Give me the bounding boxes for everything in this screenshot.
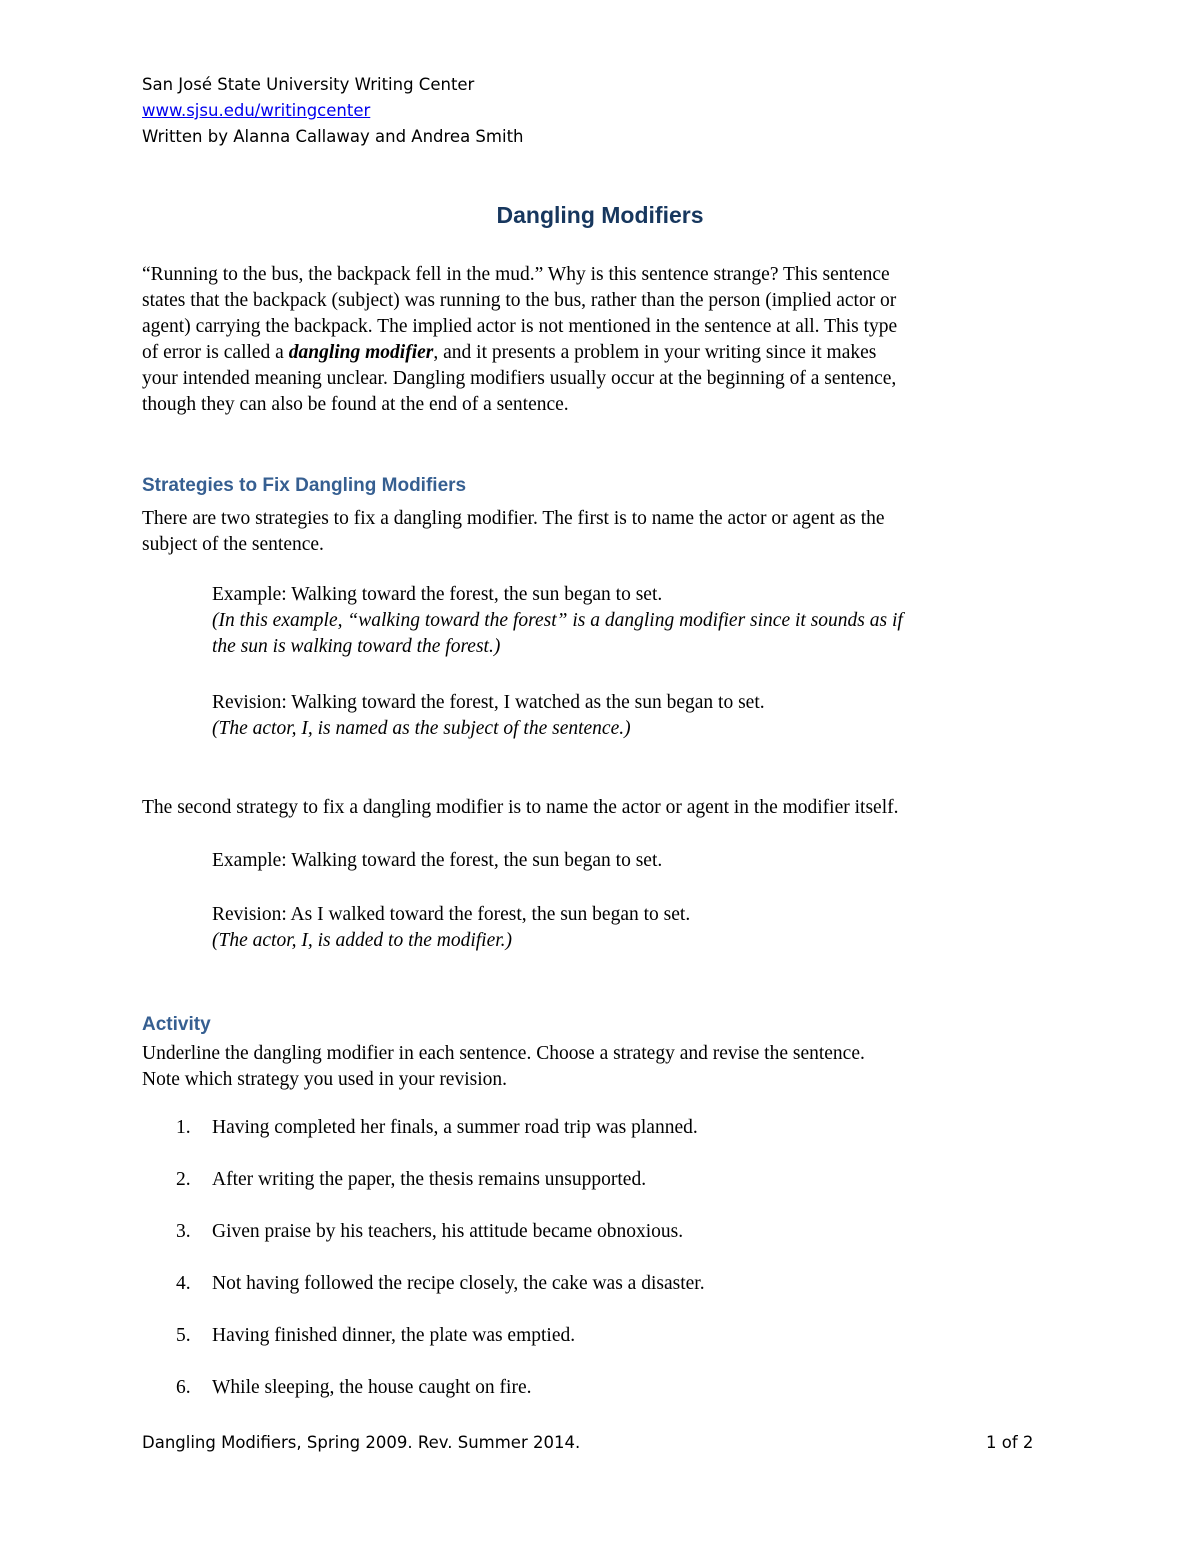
header-url-link[interactable]: www.sjsu.edu/writingcenter	[142, 101, 371, 120]
strategies-intro: There are two strategies to fix a dangling modifier. The first is to name the actor or agent as the subject of the sentence.	[142, 508, 885, 555]
list-item-number: 2.	[176, 1169, 191, 1190]
strategy2-example: Example: Walking toward the forest, the sun began to set.	[212, 850, 663, 871]
strategy2-intro: The second strategy to fix a dangling modifier is to name the actor or agent in the modifier itself.	[142, 797, 899, 818]
list-item-text: Having completed her finals, a summer road trip was planned.	[212, 1117, 698, 1138]
list-item-text: Not having followed the recipe closely, the cake was a disaster.	[212, 1273, 705, 1294]
list-item-number: 5.	[176, 1325, 191, 1346]
list-item-text: After writing the paper, the thesis remains unsupported.	[212, 1169, 647, 1190]
activity-heading: Activity	[142, 1014, 211, 1035]
strategy2-revision: Revision: As I walked toward the forest, the sun began to set. (The actor, I, is added to the modifier.)	[212, 904, 691, 951]
intro-line: of error is called a dangling modifier, and it presents a problem in your writing since it makes	[142, 342, 877, 363]
list-item-text: Given praise by his teachers, his attitude became obnoxious.	[212, 1221, 684, 1242]
footer-left: Dangling Modifiers, Spring 2009. Rev. Summer 2014.	[142, 1433, 581, 1452]
strategies-heading: Strategies to Fix Dangling Modifiers	[142, 475, 467, 496]
dangling-modifier-term: dangling modifier	[288, 342, 434, 363]
list-item-text: Having finished dinner, the plate was emptied.	[212, 1325, 576, 1346]
intro-line: states that the backpack (subject) was running to the bus, rather than the person (implied actor or	[142, 290, 897, 311]
intro-line: though they can also be found at the end of a sentence.	[142, 394, 569, 415]
intro-line: your intended meaning unclear. Dangling modifiers usually occur at the beginning of a sentence,	[142, 368, 897, 389]
header-institution: San José State University Writing Center	[142, 75, 475, 94]
list-item-number: 1.	[176, 1117, 191, 1138]
intro-line: agent) carrying the backpack. The implied actor is not mentioned in the sentence at all. This type	[142, 316, 898, 337]
list-item-number: 6.	[176, 1377, 191, 1398]
list-item-number: 3.	[176, 1221, 191, 1242]
activity-instructions: Underline the dangling modifier in each sentence. Choose a strategy and revise the sentence. Note which strategy you used in your revision.	[142, 1043, 865, 1090]
page-title: Dangling Modifiers	[496, 202, 704, 228]
intro-paragraph	[142, 262, 897, 418]
list-item-text: While sleeping, the house caught on fire.	[212, 1377, 532, 1398]
footer-page-number: 1 of 2	[986, 1433, 1034, 1452]
strategy1-revision: Revision: Walking toward the forest, I watched as the sun began to set. (The actor, I, is named as the subject of the sentence.)	[212, 692, 765, 739]
list-item-number: 4.	[176, 1273, 191, 1294]
intro-line: “Running to the bus, the backpack fell in the mud.” Why is this sentence strange? This sentence	[142, 264, 890, 285]
strategy1-example: Example: Walking toward the forest, the sun began to set. (In this example, “walking toward the forest” is a dangling modifier since it sounds as if the sun is walking toward the forest.)	[212, 584, 903, 657]
header-authors: Written by Alanna Callaway and Andrea Smith	[142, 127, 524, 146]
